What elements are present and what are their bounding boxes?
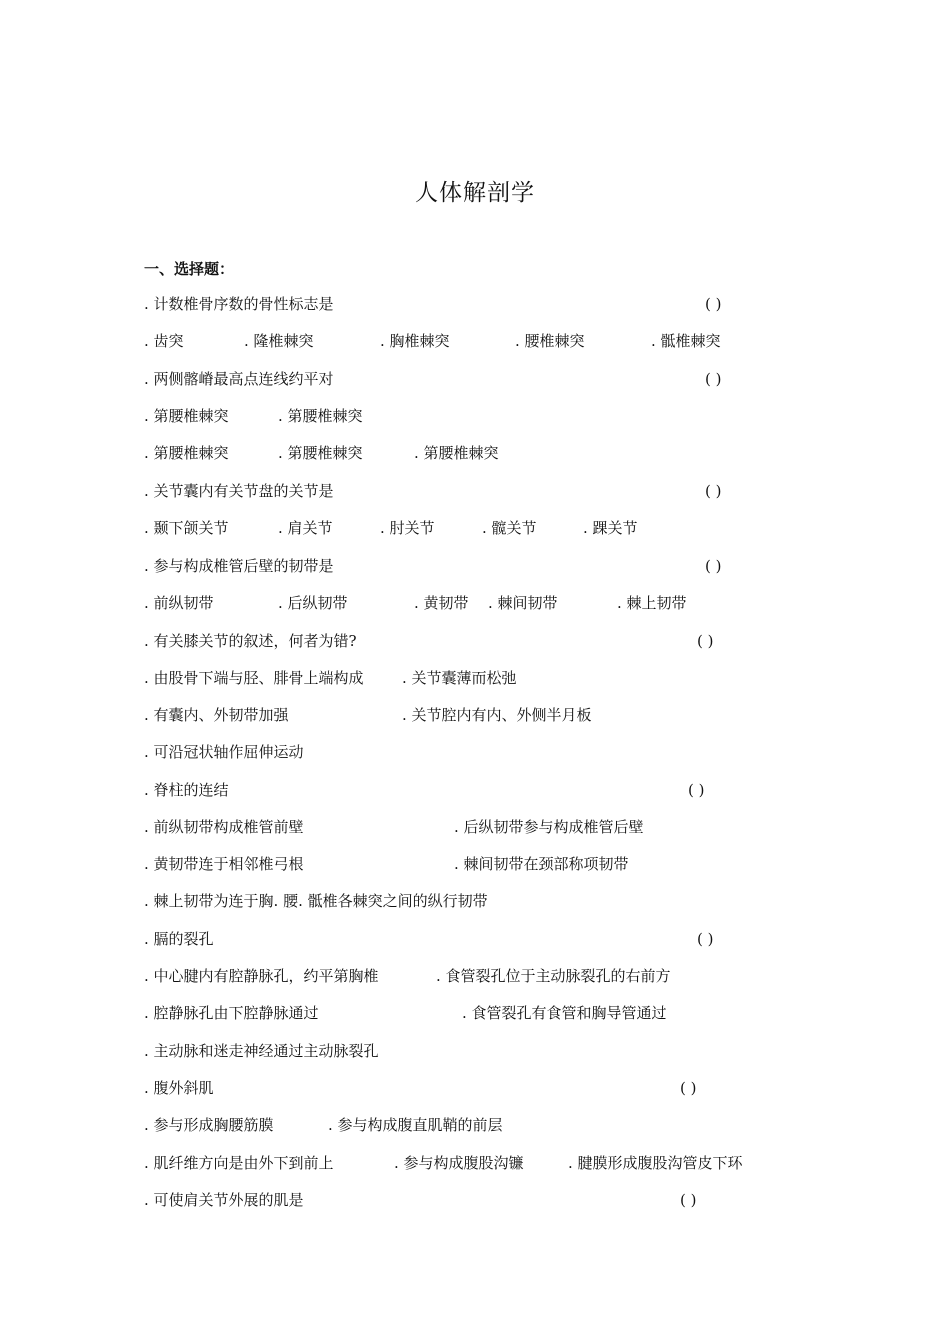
option: . 关节囊薄而松弛 xyxy=(402,669,517,687)
option: . 参与构成腹股沟镰 xyxy=(394,1154,524,1172)
option-row xyxy=(144,405,784,427)
question-text: . 关节囊内有关节盘的关节是 xyxy=(144,482,334,500)
option: . 腔静脉孔由下腔静脉通过 xyxy=(144,1004,319,1022)
question-text: . 两侧髂嵴最高点连线约平对 xyxy=(144,370,334,388)
answer-blank: ( ) xyxy=(705,295,722,313)
option: . 颞下颌关节 xyxy=(144,519,229,537)
option: . 主动脉和迷走神经通过主动脉裂孔 xyxy=(144,1042,379,1060)
option: . 棘间韧带 xyxy=(488,594,558,612)
option-row xyxy=(144,704,784,726)
option: . 中心腱内有腔静脉孔，约平第胸椎 xyxy=(144,967,379,985)
question-stem xyxy=(144,1189,784,1211)
option: . 食管裂孔位于主动脉裂孔的右前方 xyxy=(436,967,671,985)
question-text: . 计数椎骨序数的骨性标志是 xyxy=(144,295,334,313)
option: . 第腰椎棘突 xyxy=(414,444,499,462)
option: . 腱膜形成腹股沟管皮下环 xyxy=(568,1154,743,1172)
question-text: . 脊柱的连结 xyxy=(144,781,229,799)
option: . 棘上韧带为连于胸. 腰. 骶椎各棘突之间的纵行韧带 xyxy=(144,892,488,910)
question-stem xyxy=(144,368,784,390)
option: . 肌纤维方向是由外下到前上 xyxy=(144,1154,334,1172)
option: . 髋关节 xyxy=(482,519,537,537)
question-text: . 可使肩关节外展的肌是 xyxy=(144,1191,304,1209)
option: . 参与形成胸腰筋膜 xyxy=(144,1116,274,1134)
option: . 后纵韧带参与构成椎管后壁 xyxy=(454,818,644,836)
option: . 黄韧带 xyxy=(414,594,469,612)
option: . 胸椎棘突 xyxy=(380,332,450,350)
option: . 有囊内、外韧带加强 xyxy=(144,706,289,724)
question-stem xyxy=(144,928,784,950)
option: . 第腰椎棘突 xyxy=(278,407,363,425)
option-row xyxy=(144,965,784,987)
answer-blank: ( ) xyxy=(705,370,722,388)
option-row xyxy=(144,517,784,539)
option-row xyxy=(144,890,784,912)
option-row xyxy=(144,592,784,614)
question-stem xyxy=(144,779,784,801)
option: . 后纵韧带 xyxy=(278,594,348,612)
option-row xyxy=(144,853,784,875)
answer-blank: ( ) xyxy=(688,781,705,799)
option: . 第腰椎棘突 xyxy=(144,444,229,462)
option: . 前纵韧带构成椎管前壁 xyxy=(144,818,304,836)
question-text: . 参与构成椎管后壁的韧带是 xyxy=(144,557,334,575)
option: . 肩关节 xyxy=(278,519,333,537)
question-text: . 腹外斜肌 xyxy=(144,1079,214,1097)
question-text: . 有关膝关节的叙述，何者为错? xyxy=(144,632,357,650)
option-row xyxy=(144,330,784,352)
option-row xyxy=(144,741,784,763)
option: . 齿突 xyxy=(144,332,184,350)
option: . 食管裂孔有食管和胸导管通过 xyxy=(462,1004,667,1022)
question-stem xyxy=(144,480,784,502)
answer-blank: ( ) xyxy=(680,1079,697,1097)
option: . 可沿冠状轴作屈伸运动 xyxy=(144,743,304,761)
option: . 隆椎棘突 xyxy=(244,332,314,350)
question-stem xyxy=(144,630,784,652)
option-row xyxy=(144,1152,784,1174)
question-stem xyxy=(144,1077,784,1099)
option: . 第腰椎棘突 xyxy=(144,407,229,425)
option: . 腰椎棘突 xyxy=(515,332,585,350)
answer-blank: ( ) xyxy=(697,930,714,948)
answer-blank: ( ) xyxy=(697,632,714,650)
option-row xyxy=(144,1002,784,1024)
option: . 关节腔内有内、外侧半月板 xyxy=(402,706,592,724)
option: . 棘上韧带 xyxy=(617,594,687,612)
document-title: 人体解剖学 xyxy=(415,180,535,206)
option-row xyxy=(144,667,784,689)
option: . 棘间韧带在颈部称项韧带 xyxy=(454,855,629,873)
answer-blank: ( ) xyxy=(705,482,722,500)
answer-blank: ( ) xyxy=(705,557,722,575)
option: . 肘关节 xyxy=(380,519,435,537)
option: . 踝关节 xyxy=(583,519,638,537)
question-stem xyxy=(144,293,784,315)
question-stem xyxy=(144,555,784,577)
option-row xyxy=(144,1114,784,1136)
option-row xyxy=(144,442,784,464)
option: . 第腰椎棘突 xyxy=(278,444,363,462)
option: . 前纵韧带 xyxy=(144,594,214,612)
section-heading: 一、选择题： xyxy=(144,260,235,278)
option: . 由股骨下端与胫、腓骨上端构成 xyxy=(144,669,364,687)
option-row xyxy=(144,816,784,838)
option: . 黄韧带连于相邻椎弓根 xyxy=(144,855,304,873)
answer-blank: ( ) xyxy=(680,1191,697,1209)
option: . 参与构成腹直肌鞘的前层 xyxy=(328,1116,503,1134)
question-text: . 膈的裂孔 xyxy=(144,930,214,948)
option: . 骶椎棘突 xyxy=(651,332,721,350)
option-row xyxy=(144,1040,784,1062)
